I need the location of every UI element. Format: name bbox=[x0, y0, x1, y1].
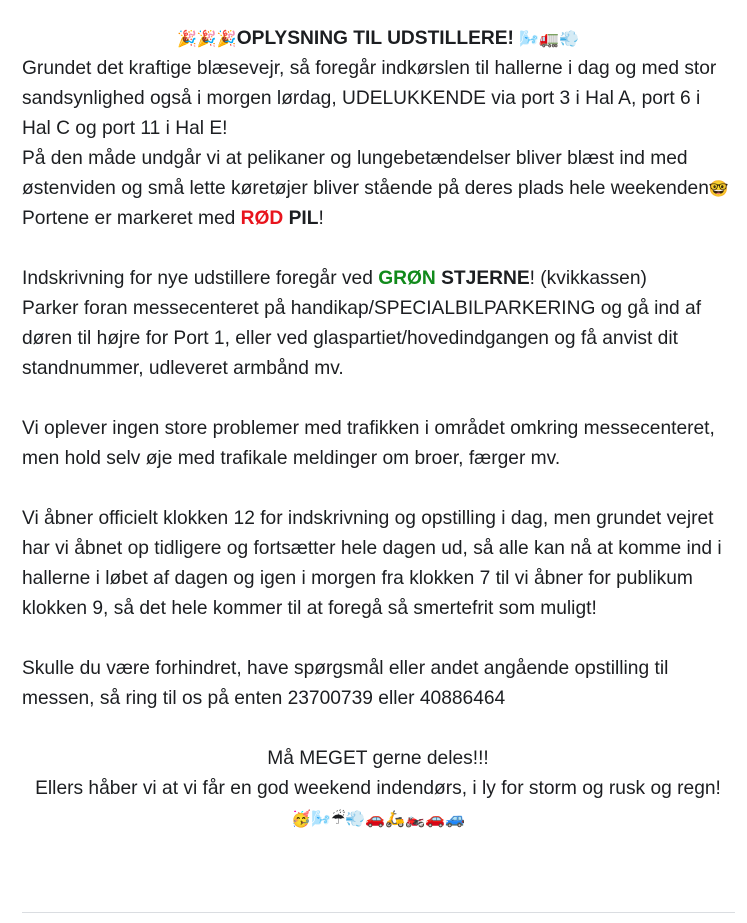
post-body bbox=[22, 24, 734, 834]
party-popper-icon: 🎉🎉🎉 bbox=[176, 29, 237, 48]
paragraph-registration bbox=[22, 264, 734, 384]
heading-title: OPLYSNING TIL UDSTILLERE! bbox=[236, 28, 514, 49]
closing-text: Ellers håber vi at vi får en god weekend indendørs, i ly for storm og rusk og regn! bbox=[35, 778, 721, 799]
paragraph-text: På den måde undgår vi at pelikaner og lungebetændelser bliver blæst ind med østenviden og små lette køretøjer bliver stående på deres plads hele weekenden bbox=[22, 148, 709, 199]
closing-block bbox=[22, 744, 734, 834]
punctuation: ! bbox=[318, 208, 324, 229]
arrow-label: PIL bbox=[288, 208, 319, 229]
weather-vehicles-icon: 🥳🌬️☔💨🚗🛵🏍️🚗🚙 bbox=[291, 809, 465, 828]
wind-truck-icon: 🌬️🚛💨 bbox=[519, 29, 580, 48]
star-label: STJERNE bbox=[441, 268, 530, 289]
paragraph-traffic bbox=[22, 414, 734, 474]
post-heading bbox=[22, 24, 734, 54]
paragraph-text: ! (kvikkassen) bbox=[529, 268, 647, 289]
paragraph-text: Vi åbner officielt klokken 12 for indskrivning og opstilling i dag, men grundet vejret har vi åbnet op tidligere og fortsætter hele dagen ud, så alle kan nå at komme ind i hallerne i løbet af dagen og igen i morgen fra klokken 7 til vi åbner for publikum klokken 9, så det hele kommer til at foregå så smertefrit som muligt! bbox=[22, 508, 722, 619]
share-request: Må MEGET gerne deles!!! bbox=[267, 748, 489, 769]
paragraph-contact bbox=[22, 654, 734, 714]
paragraph-text: Parker foran messecenteret på handikap/SPECIALBILPARKERING og gå ind af døren til højre for Port 1, eller ved glaspartiet/hovedindgangen og få anvist dit standnummer, udleveret armbånd mv. bbox=[22, 298, 702, 379]
red-label: RØD bbox=[240, 208, 284, 229]
paragraph-text: Vi oplever ingen store problemer med trafikken i området omkring messecenteret, men hold selv øje med trafikale meldinger om broer, færger mv. bbox=[22, 418, 715, 469]
paragraph-entry-ports bbox=[22, 54, 734, 234]
paragraph-text: Grundet det kraftige blæsevejr, så foregår indkørslen til hallerne i dag og med stor sandsynlighed også i morgen lørdag, UDELUKKENDE via port 3 i Hal A, port 6 i Hal C og port 11 i Hal E! bbox=[22, 58, 717, 139]
paragraph-text: Indskrivning for nye udstillere foregår ved bbox=[22, 268, 379, 289]
green-label: GRØN bbox=[378, 268, 436, 289]
paragraph-text: Skulle du være forhindret, have spørgsmål eller andet angående opstilling til messen, så ring til os på enten 23700739 eller 40886464 bbox=[22, 658, 669, 709]
post-divider bbox=[22, 912, 735, 913]
nerd-face-icon: 🤓 bbox=[708, 179, 729, 198]
paragraph-opening-hours bbox=[22, 504, 734, 624]
paragraph-text: Portene er markeret med bbox=[22, 208, 241, 229]
